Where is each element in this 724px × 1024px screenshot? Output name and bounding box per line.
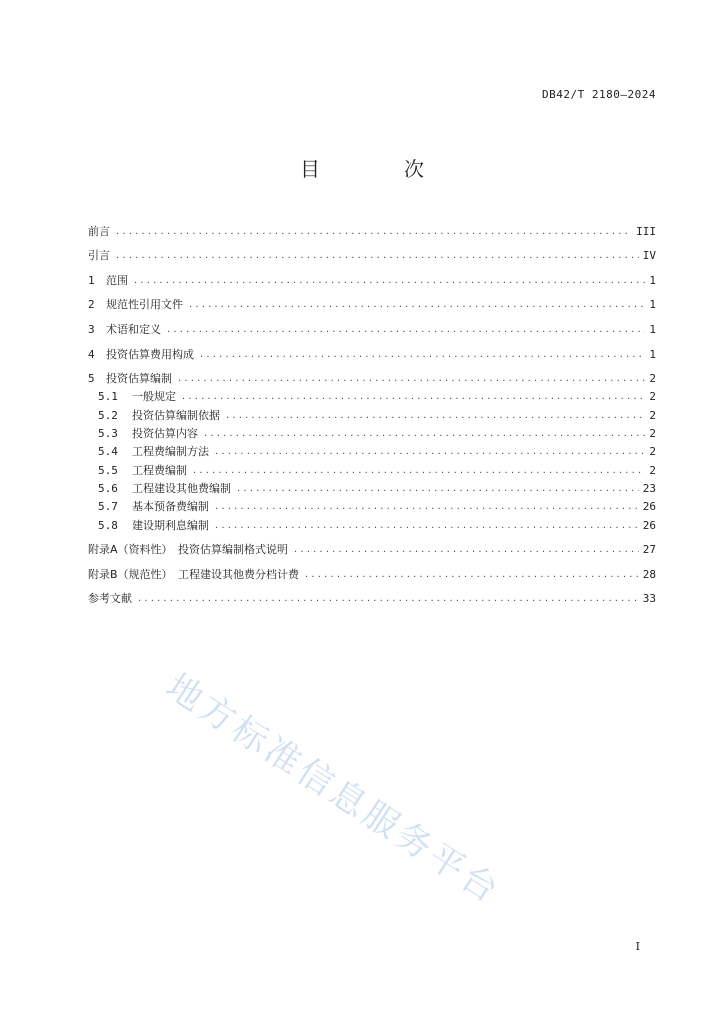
toc-dot-leader: [215, 517, 639, 535]
toc-entry[interactable]: [88, 480, 656, 498]
toc-dot-leader: [294, 541, 639, 559]
toc-entry[interactable]: [88, 388, 656, 406]
toc-entry[interactable]: [88, 241, 656, 266]
toc-entry-label: 范围: [106, 273, 128, 287]
toc-entry-number: 5.3: [98, 427, 118, 441]
toc-entry-number: 2: [88, 298, 95, 312]
toc-entry-page: 26: [642, 518, 656, 532]
toc-entry[interactable]: [88, 314, 656, 339]
toc-entry-label: 投资估算费用构成: [106, 347, 194, 361]
toc-entry-number: 5: [88, 372, 95, 386]
toc-entry-label: 规范性引用文件: [106, 298, 183, 312]
toc-entry-label: 工程费编制方法: [132, 445, 209, 459]
toc-entry-page: 33: [642, 592, 656, 606]
toc-entry[interactable]: [88, 516, 656, 534]
toc-entry[interactable]: [88, 584, 656, 609]
toc-entry-page: 2: [649, 372, 656, 386]
toc-entry[interactable]: [88, 498, 656, 516]
toc-entry[interactable]: [88, 425, 656, 443]
toc-entry-page: 1: [649, 322, 656, 336]
toc-entry-page: 28: [642, 567, 656, 581]
toc-dot-leader: [215, 498, 639, 516]
toc-dot-leader: [116, 223, 632, 241]
toc-entry-page: 1: [649, 347, 656, 361]
toc-entry-page: 2: [649, 390, 656, 404]
toc-entry-label: 前言: [88, 224, 110, 238]
toc-entry-label: 引言: [88, 249, 110, 263]
toc-dot-leader: [204, 425, 645, 443]
toc-dot-leader: [178, 370, 645, 388]
toc-dot-leader: [116, 247, 639, 265]
toc-entry-page: 2: [649, 408, 656, 422]
toc-entry[interactable]: [88, 364, 656, 389]
toc-entry[interactable]: [88, 339, 656, 364]
toc-entry-number: 1: [88, 273, 95, 287]
toc-dot-leader: [237, 480, 639, 498]
table-of-contents: [88, 216, 656, 608]
toc-entry-label: 工程建设其他费编制: [132, 481, 231, 495]
toc-entry[interactable]: [88, 443, 656, 461]
toc-entry-page: 2: [649, 445, 656, 459]
toc-entry-label: 工程费编制: [132, 463, 187, 477]
toc-dot-leader: [193, 462, 645, 480]
toc-entry-page: 2: [649, 463, 656, 477]
toc-entry-label: 参考文献: [88, 592, 132, 606]
toc-entry[interactable]: [88, 406, 656, 424]
toc-entry[interactable]: [88, 461, 656, 479]
toc-dot-leader: [215, 443, 645, 461]
toc-entry-number: 5.5: [98, 463, 118, 477]
toc-dot-leader: [138, 590, 639, 608]
toc-entry-label: 投资估算内容: [132, 427, 198, 441]
toc-dot-leader: [182, 388, 645, 406]
toc-entry-page: 23: [642, 481, 656, 495]
toc-entry-number: 5.8: [98, 518, 118, 532]
toc-entry-label: 一般规定: [132, 390, 176, 404]
toc-entry-label: 附录A（资料性） 投资估算编制格式说明: [88, 543, 289, 557]
toc-entry[interactable]: [88, 290, 656, 315]
toc-entry-number: 5.6: [98, 481, 118, 495]
toc-entry-label: 建设期利息编制: [132, 518, 209, 532]
toc-entry[interactable]: [88, 265, 656, 290]
toc-entry-number: 5.2: [98, 408, 118, 422]
toc-entry-number: 3: [88, 322, 95, 336]
toc-entry-number: 5.1: [98, 390, 118, 404]
toc-entry-page: 1: [649, 273, 656, 287]
page-number: I: [635, 940, 640, 953]
toc-dot-leader: [200, 346, 645, 364]
toc-entry-page: IV: [642, 249, 656, 263]
toc-entry-label: 投资估算编制依据: [132, 408, 220, 422]
toc-entry-page: 26: [642, 500, 656, 514]
toc-dot-leader: [226, 407, 645, 425]
toc-entry-label: 术语和定义: [106, 322, 161, 336]
toc-entry-label: 基本预备费编制: [132, 500, 209, 514]
toc-dot-leader: [167, 321, 645, 339]
toc-entry-page: III: [636, 224, 656, 238]
toc-entry-number: 4: [88, 347, 95, 361]
toc-dot-leader: [189, 296, 645, 314]
toc-entry-page: 27: [642, 543, 656, 557]
toc-entry-label: 投资估算编制: [106, 372, 172, 386]
toc-entry[interactable]: [88, 559, 656, 584]
page-title: 目 次: [300, 157, 456, 181]
toc-entry-page: 2: [649, 427, 656, 441]
toc-entry[interactable]: [88, 216, 656, 241]
watermark: 地方标准信息服务平台: [158, 666, 508, 913]
toc-entry-number: 5.7: [98, 500, 118, 514]
toc-entry-page: 1: [649, 298, 656, 312]
toc-entry-label: 附录B（规范性） 工程建设其他费分档计费: [88, 567, 300, 581]
toc-dot-leader: [134, 272, 645, 290]
toc-dot-leader: [305, 566, 639, 584]
toc-entry[interactable]: [88, 535, 656, 560]
standard-code: DB42/T 2180—2024: [542, 88, 656, 101]
toc-entry-number: 5.4: [98, 445, 118, 459]
